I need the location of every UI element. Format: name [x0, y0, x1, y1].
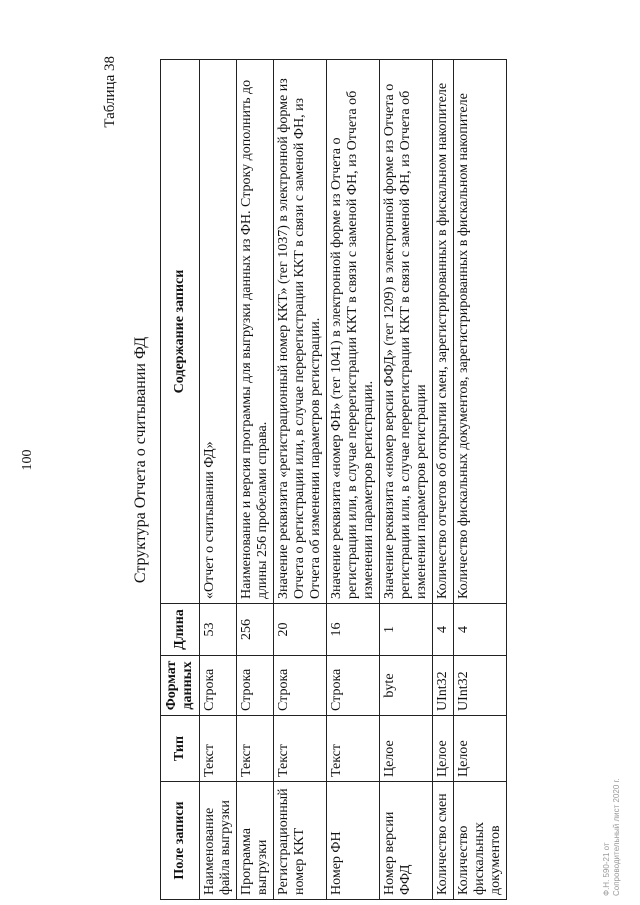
header-content: Содержание записи: [161, 60, 200, 604]
table-row: [380, 60, 433, 900]
cell-type: Целое: [380, 716, 433, 782]
cell-field: Номер версии ФФД: [380, 782, 433, 900]
cell-type: Текст: [327, 716, 380, 782]
cell-format: UInt32: [454, 656, 507, 716]
cell-length: 1: [380, 604, 433, 656]
cell-content: Наименование и версия программы для выгрузки данных из ФН. Строку дополнить до длины 256 пробелами справа.: [237, 60, 274, 604]
table-title: Структура Отчета о считывании ФД: [132, 336, 149, 584]
cell-field: Количество смен: [433, 782, 454, 900]
cell-length: 16: [327, 604, 380, 656]
cell-type: Целое: [454, 716, 507, 782]
cell-content: Количество отчетов об открытии смен, зарегистрированных в фискальном накопителе: [433, 60, 454, 604]
cell-type: Текст: [237, 716, 274, 782]
cell-content: Количество фискальных документов, зарегистрированных в фискальном накопителе: [454, 60, 507, 604]
cell-type: Текст: [274, 716, 327, 782]
header-length: Длина: [161, 604, 200, 656]
cell-format: Строка: [274, 656, 327, 716]
margin-stamp-note: [602, 778, 622, 896]
cell-format: Строка: [200, 656, 237, 716]
page-number: 100: [20, 449, 35, 471]
table-row: [454, 60, 507, 900]
table-row: [274, 60, 327, 900]
table-number: Таблица 38: [102, 56, 118, 128]
cell-format: Строка: [327, 656, 380, 716]
report-structure-table: [160, 59, 507, 900]
cell-field: Регистрационный номер ККТ: [274, 782, 327, 900]
cell-content: Значение реквизита «номер версии ФФД» (тег 1209) в электронной форме из Отчета о регистрации или, в случае перерегистрации ККТ в связи с заменой ФН, из Отчета об изменении параметров регистрации: [380, 60, 433, 604]
margin-note-line: Ф.Н. 590-21 от: [602, 842, 611, 896]
header-type: Тип: [161, 716, 200, 782]
cell-length: 53: [200, 604, 237, 656]
cell-field: Количество фискальных документов: [454, 782, 507, 900]
cell-type: Текст: [200, 716, 237, 782]
cell-length: 4: [433, 604, 454, 656]
cell-field: Программа выгрузки: [237, 782, 274, 900]
header-field: Поле записи: [161, 782, 200, 900]
cell-content: «Отчет о считывании ФД»: [200, 60, 237, 604]
cell-format: UInt32: [433, 656, 454, 716]
cell-format: Строка: [237, 656, 274, 716]
table-row: [433, 60, 454, 900]
cell-length: 256: [237, 604, 274, 656]
margin-note-line: Сопроводительный лист 2020 г.: [612, 778, 621, 896]
table-header-row: [161, 60, 200, 900]
cell-type: Целое: [433, 716, 454, 782]
cell-field: Номер ФН: [327, 782, 380, 900]
table-row: [200, 60, 237, 900]
cell-content: Значение реквизита «номер ФН» (тег 1041) в электронной форме из Отчета о регистрации или, в случае перерегистрации ККТ в связи с заменой ФН, из Отчета об изменении параметров регистрации.: [327, 60, 380, 604]
header-format: Формат данных: [161, 656, 200, 716]
cell-field: Наименование файла выгрузки: [200, 782, 237, 900]
table-row: [237, 60, 274, 900]
table-row: [327, 60, 380, 900]
cell-content: Значение реквизита «регистрационный номер ККТ» (тег 1037) в электронной форме из Отчета о регистрации или, в случае перерегистрации ККТ в связи с заменой ФН, из Отчета об изменении параметров регистрации.: [274, 60, 327, 604]
cell-length: 20: [274, 604, 327, 656]
cell-format: byte: [380, 656, 433, 716]
rotated-page: [20, 20, 620, 900]
cell-length: 4: [454, 604, 507, 656]
